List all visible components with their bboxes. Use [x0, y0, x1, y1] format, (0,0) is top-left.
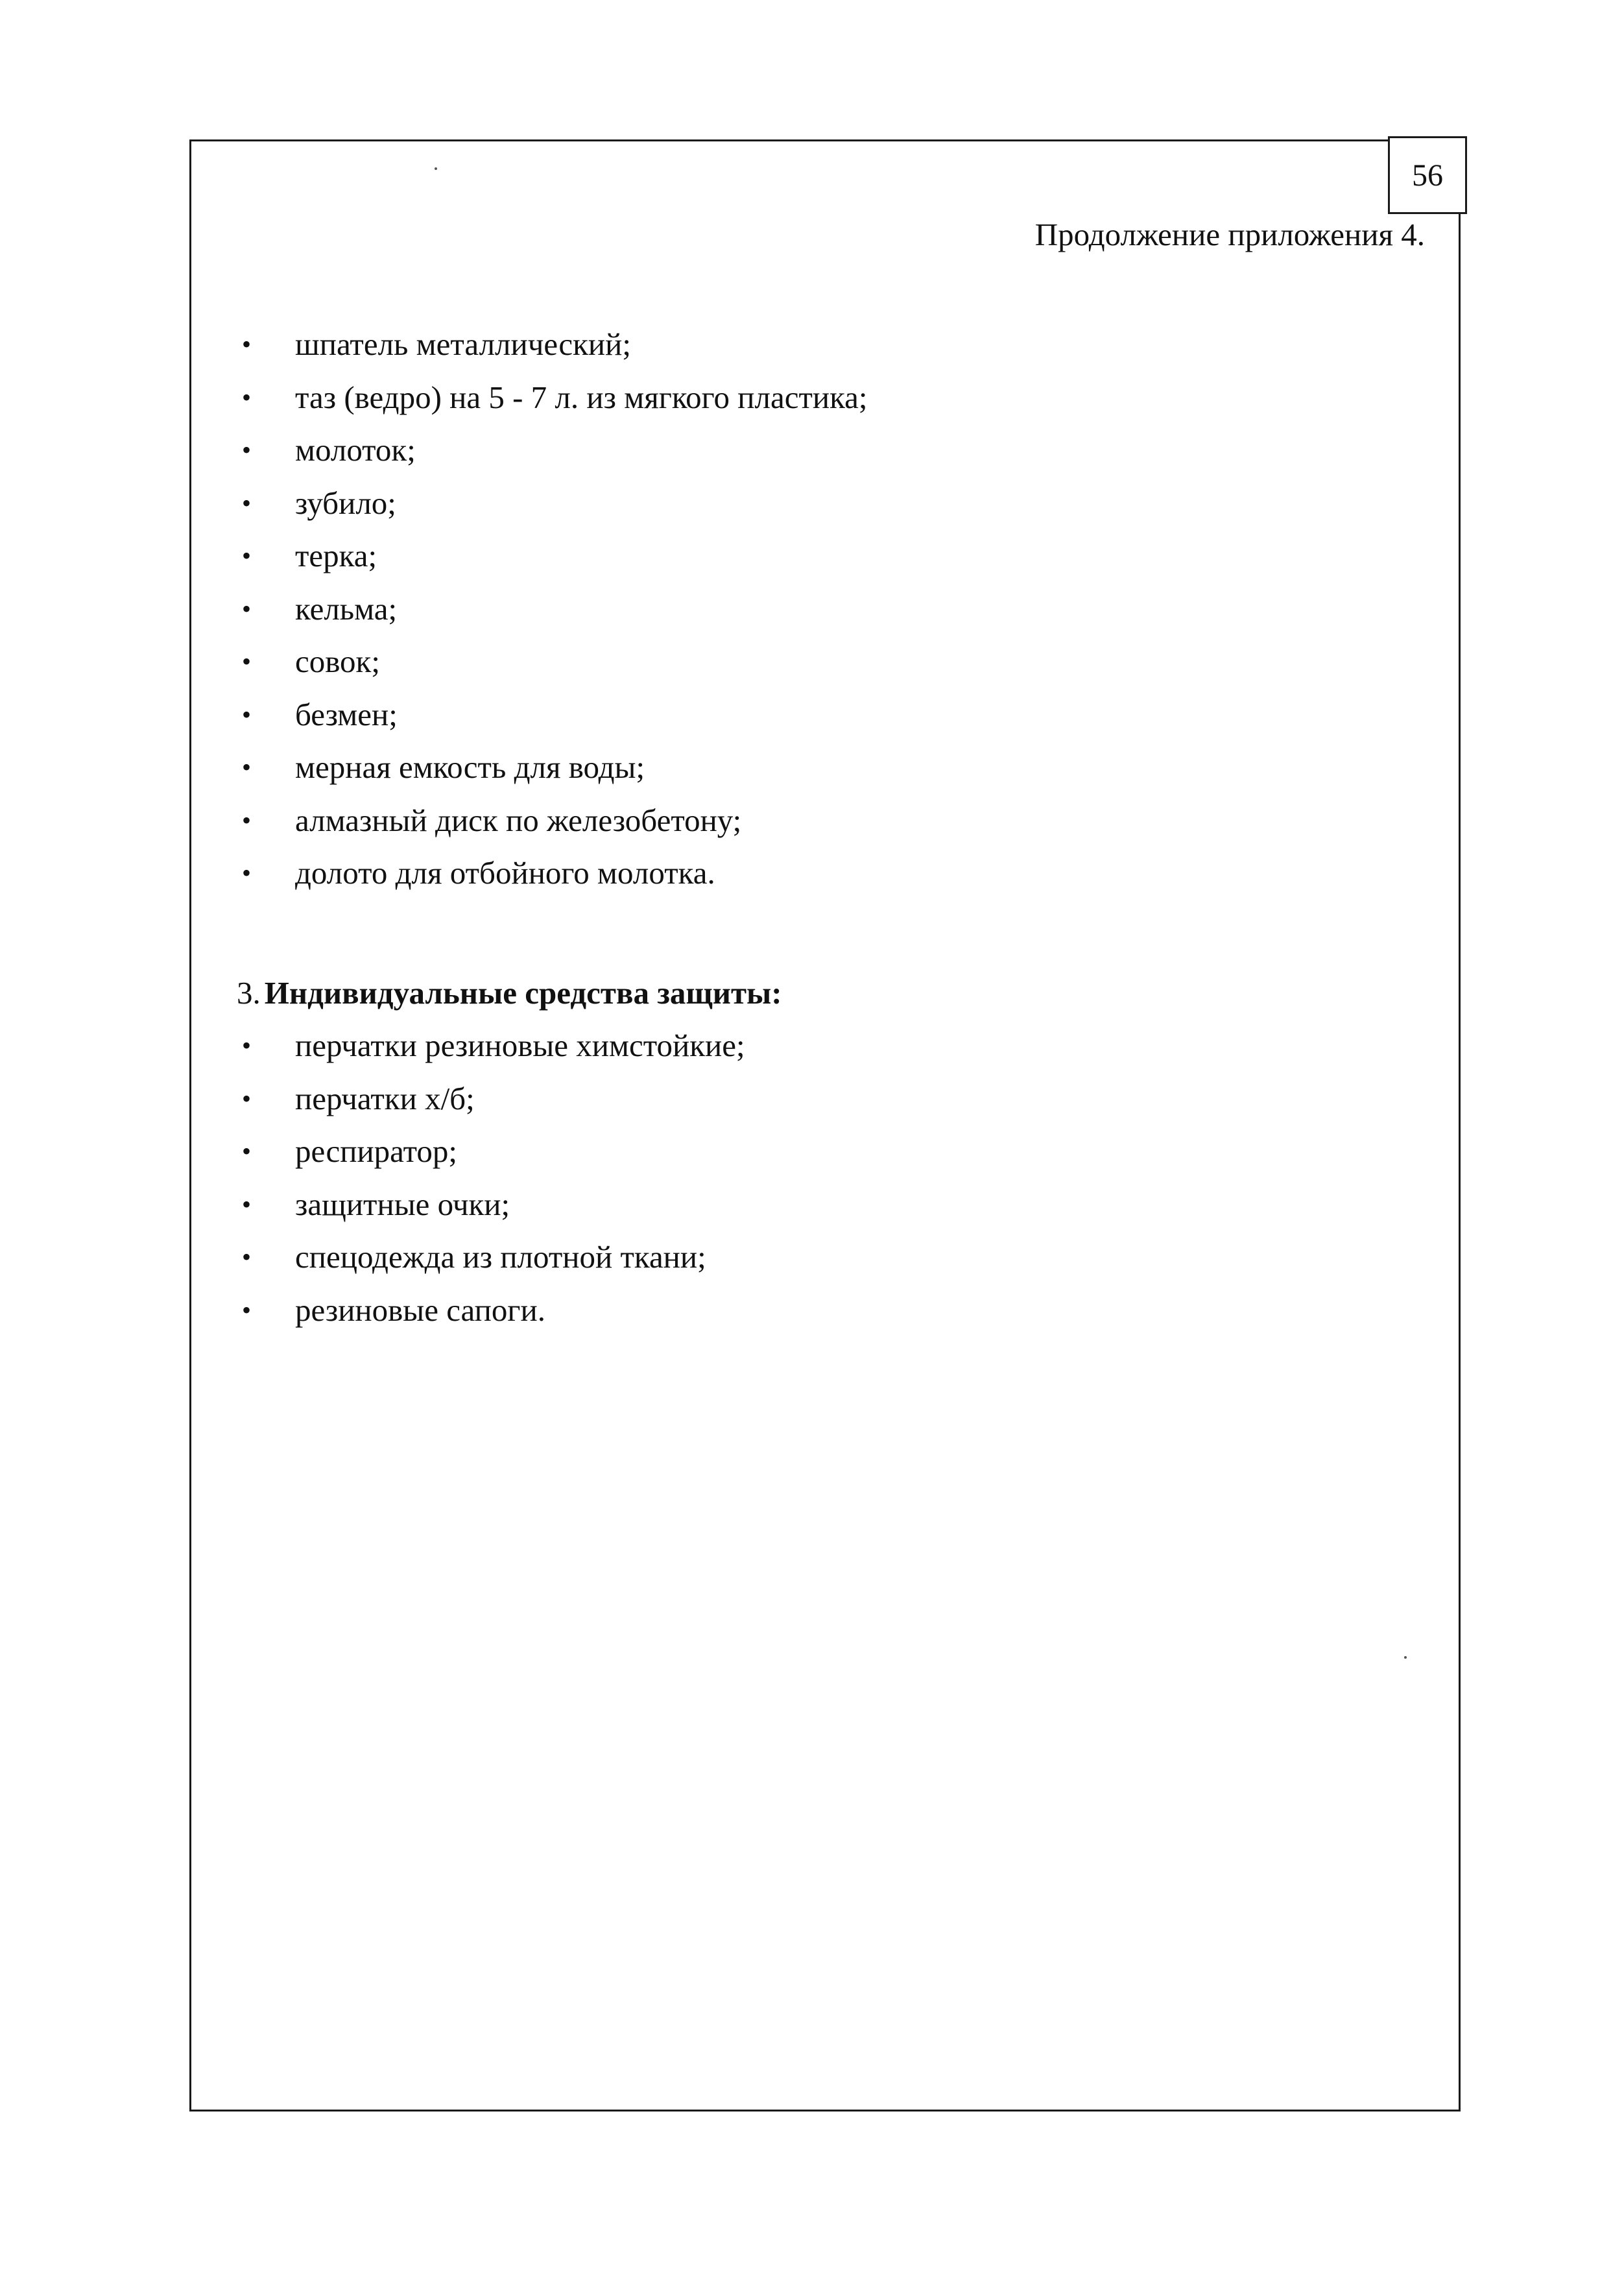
list-item-text: молоток;: [295, 432, 416, 468]
list-item-text: безмен;: [295, 696, 398, 732]
bullet-icon: •: [241, 1295, 251, 1325]
continuation-label: Продолжение приложения 4.: [1034, 217, 1425, 252]
bullet-icon: •: [241, 594, 251, 623]
list-item-text: респиратор;: [295, 1133, 458, 1169]
bullet-icon: •: [241, 1137, 251, 1166]
bullet-icon: •: [241, 541, 251, 570]
bullet-icon: •: [241, 1031, 251, 1060]
bullet-icon: •: [241, 1083, 251, 1113]
list-item-text: таз (ведро) на 5 - 7 л. из мягкого пластика;: [295, 379, 868, 415]
list-item-text: резиновые сапоги.: [295, 1292, 545, 1328]
bullet-icon: •: [241, 435, 251, 464]
list-item-text: терка;: [295, 538, 377, 573]
bullet-icon: •: [241, 858, 251, 887]
list-item-text: перчатки резиновые химстойкие;: [295, 1028, 745, 1063]
bullet-icon: •: [241, 382, 251, 412]
bullet-icon: •: [241, 805, 251, 835]
bullet-icon: •: [241, 699, 251, 729]
bullet-icon: •: [241, 330, 251, 359]
scan-speck: [435, 167, 437, 170]
list-item-text: защитные очки;: [295, 1186, 510, 1222]
scan-speck: [1404, 1656, 1407, 1659]
list-item-text: долото для отбойного молотка.: [295, 855, 715, 891]
section-number: 3.: [237, 975, 261, 1011]
list-item-text: зубило;: [295, 485, 396, 521]
list-item-text: мерная емкость для воды;: [295, 749, 645, 785]
bullet-icon: •: [241, 752, 251, 782]
list-item-text: шпатель металлический;: [295, 326, 631, 362]
list-item-text: кельма;: [295, 590, 398, 627]
list-item-text: совок;: [295, 644, 380, 679]
page-number-text: 56: [1412, 158, 1443, 193]
bullet-icon: •: [241, 488, 251, 518]
bullet-icon: •: [241, 1242, 251, 1271]
bullet-icon: •: [241, 647, 251, 676]
section-title: Индивидуальные средства защиты:: [264, 975, 782, 1011]
list-item-text: спецодежда из плотной ткани;: [295, 1239, 706, 1275]
page-number: [1388, 136, 1467, 214]
section-heading: [237, 967, 782, 1020]
list-item-text: перчатки х/б;: [295, 1080, 475, 1116]
bullet-icon: •: [241, 1189, 251, 1219]
list-item-text: алмазный диск по железобетону;: [295, 802, 742, 838]
